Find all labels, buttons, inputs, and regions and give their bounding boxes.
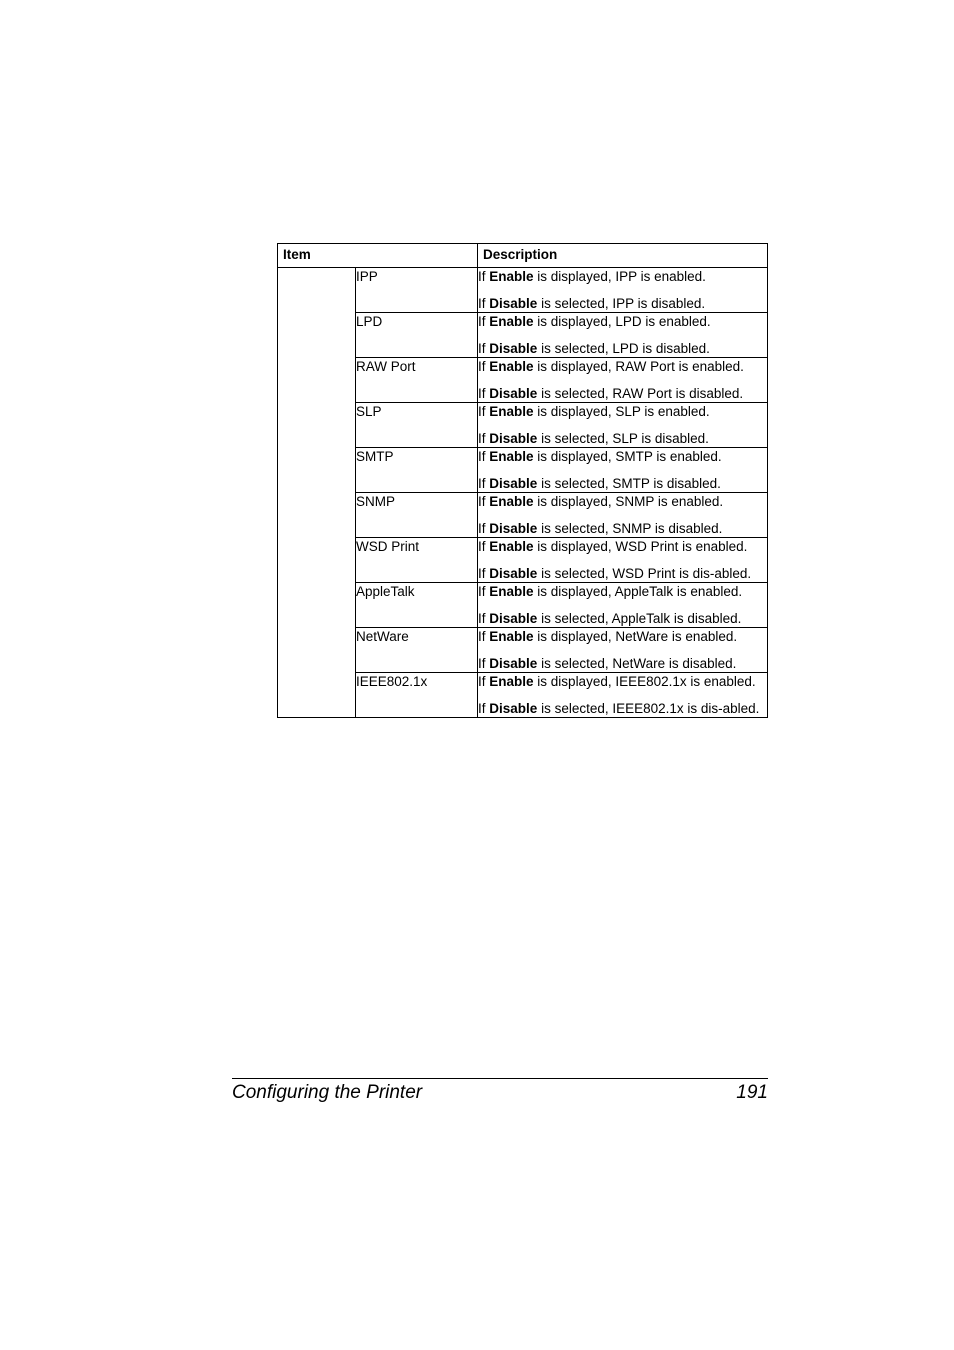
- disable-text: If Disable is selected, IPP is disabled.: [478, 296, 706, 311]
- header-description: Description: [478, 244, 768, 268]
- disable-text: If Disable is selected, IEEE802.1x is dis-abled.: [478, 701, 760, 716]
- settings-table: [277, 243, 768, 718]
- item-name: AppleTalk: [356, 583, 478, 628]
- item-description: [478, 628, 768, 673]
- enable-text: If Enable is displayed, IPP is enabled.: [478, 269, 706, 284]
- item-name: NetWare: [356, 628, 478, 673]
- enable-text: If Enable is displayed, IEEE802.1x is enabled.: [478, 674, 756, 689]
- item-description: [478, 448, 768, 493]
- item-name: RAW Port: [356, 358, 478, 403]
- disable-text: If Disable is selected, AppleTalk is disabled.: [478, 611, 742, 626]
- table-row: [278, 268, 768, 313]
- disable-text: If Disable is selected, SLP is disabled.: [478, 431, 709, 446]
- enable-text: If Enable is displayed, WSD Print is enabled.: [478, 539, 748, 554]
- footer-chapter-title: Configuring the Printer: [232, 1082, 423, 1103]
- item-name: SNMP: [356, 493, 478, 538]
- enable-text: If Enable is displayed, RAW Port is enabled.: [478, 359, 744, 374]
- item-description: [478, 673, 768, 718]
- enable-text: If Enable is displayed, SLP is enabled.: [478, 404, 710, 419]
- enable-text: If Enable is displayed, SNMP is enabled.: [478, 494, 724, 509]
- footer-divider: [232, 1078, 768, 1079]
- disable-text: If Disable is selected, SNMP is disabled.: [478, 521, 723, 536]
- item-name: IPP: [356, 268, 478, 313]
- enable-text: If Enable is displayed, NetWare is enabled.: [478, 629, 738, 644]
- item-name: SMTP: [356, 448, 478, 493]
- item-description: [478, 493, 768, 538]
- disable-text: If Disable is selected, RAW Port is disabled.: [478, 386, 744, 401]
- group-cell: [278, 268, 356, 718]
- header-item: Item: [278, 244, 478, 268]
- item-description: [478, 268, 768, 313]
- disable-text: If Disable is selected, NetWare is disabled.: [478, 656, 737, 671]
- item-description: [478, 358, 768, 403]
- table-header-row: [278, 244, 768, 268]
- item-description: [478, 403, 768, 448]
- page-number: 191: [736, 1082, 768, 1103]
- item-name: IEEE802.1x: [356, 673, 478, 718]
- enable-text: If Enable is displayed, AppleTalk is enabled.: [478, 584, 743, 599]
- disable-text: If Disable is selected, SMTP is disabled.: [478, 476, 721, 491]
- item-description: [478, 583, 768, 628]
- item-name: WSD Print: [356, 538, 478, 583]
- enable-text: If Enable is displayed, SMTP is enabled.: [478, 449, 722, 464]
- item-name: LPD: [356, 313, 478, 358]
- item-description: [478, 538, 768, 583]
- item-name: SLP: [356, 403, 478, 448]
- item-description: [478, 313, 768, 358]
- disable-text: If Disable is selected, WSD Print is dis-abled.: [478, 566, 752, 581]
- disable-text: If Disable is selected, LPD is disabled.: [478, 341, 710, 356]
- enable-text: If Enable is displayed, LPD is enabled.: [478, 314, 711, 329]
